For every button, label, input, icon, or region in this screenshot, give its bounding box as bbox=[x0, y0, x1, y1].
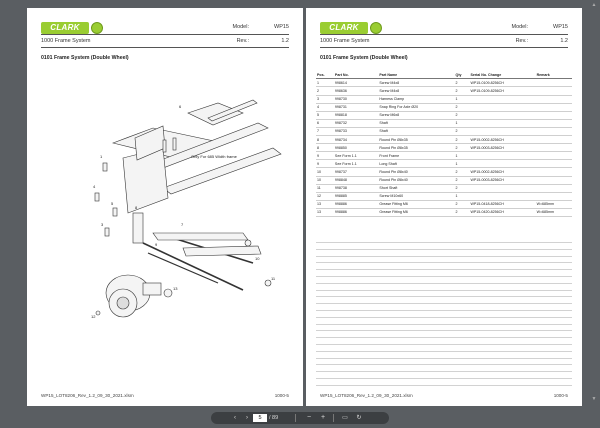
cell-qty: 2 bbox=[455, 200, 470, 208]
empty-row-line bbox=[316, 303, 572, 304]
page-navigator bbox=[211, 412, 389, 424]
svg-text:6: 6 bbox=[179, 104, 182, 109]
cell-pos: 11 bbox=[316, 184, 334, 192]
page-title: 0101 Frame System (Double Wheel) bbox=[320, 55, 408, 61]
cell-qty: 2 bbox=[455, 176, 470, 184]
cell-pos: 8 bbox=[316, 136, 334, 144]
rev-value: 1.2 bbox=[281, 38, 289, 44]
model-value: WP15 bbox=[274, 24, 289, 30]
cell-remark bbox=[536, 176, 572, 184]
clark-badge-icon bbox=[91, 22, 103, 34]
rev-label: Rev.: bbox=[515, 38, 528, 44]
cell-serial: WP15-0003-8256CH bbox=[469, 176, 535, 184]
empty-row-line bbox=[316, 337, 572, 338]
cell-remark bbox=[536, 160, 572, 168]
pdf-page-left bbox=[27, 8, 303, 406]
empty-row-line bbox=[316, 242, 572, 243]
clark-logo: CLARK bbox=[41, 22, 89, 34]
cell-part-name: Screw M4x8 bbox=[378, 79, 454, 87]
table-row bbox=[316, 184, 572, 192]
table-row bbox=[316, 95, 572, 103]
page-total: / 89 bbox=[269, 415, 279, 421]
cell-serial bbox=[469, 119, 535, 127]
col-part-no: Part No. bbox=[334, 72, 378, 79]
empty-row-line bbox=[316, 276, 572, 277]
cell-qty: 2 bbox=[455, 136, 470, 144]
empty-row-line bbox=[316, 378, 572, 379]
model-value: WP15 bbox=[553, 24, 568, 30]
cell-qty: 2 bbox=[455, 127, 470, 135]
table-row bbox=[316, 103, 572, 111]
cell-remark bbox=[536, 103, 572, 111]
viewer-toolbar bbox=[0, 408, 600, 428]
cell-part-name: Round Pin Ø8x40 bbox=[378, 168, 454, 176]
cell-part-no: 998737 bbox=[334, 168, 378, 176]
cell-part-no: 998733 bbox=[334, 127, 378, 135]
cell-part-name: Short Shaft bbox=[378, 184, 454, 192]
rev-value: 1.2 bbox=[560, 38, 568, 44]
table-row bbox=[316, 168, 572, 176]
cell-part-name: Grease Fitting M6 bbox=[378, 208, 454, 216]
empty-row-line bbox=[316, 371, 572, 372]
cell-serial bbox=[469, 192, 535, 200]
page-title: 0101 Frame System (Double Wheel) bbox=[41, 55, 129, 61]
table-row bbox=[316, 136, 572, 144]
cell-remark bbox=[536, 136, 572, 144]
cell-part-name: Screw M6x8 bbox=[378, 111, 454, 119]
svg-text:12: 12 bbox=[91, 314, 96, 319]
cell-pos: 9 bbox=[316, 160, 334, 168]
parts-table-body bbox=[316, 79, 572, 217]
model-label: Model: bbox=[511, 24, 528, 30]
model-label: Model: bbox=[232, 24, 249, 30]
next-page-button[interactable]: › bbox=[246, 415, 248, 421]
empty-row-line bbox=[316, 358, 572, 359]
cell-pos: 12 bbox=[316, 192, 334, 200]
empty-row-line bbox=[316, 310, 572, 311]
svg-text:9: 9 bbox=[155, 242, 158, 247]
footer-page-number: 1000-5 bbox=[553, 393, 568, 398]
cell-qty: 2 bbox=[455, 168, 470, 176]
separator bbox=[295, 414, 296, 422]
cell-pos: 7 bbox=[316, 127, 334, 135]
table-row bbox=[316, 127, 572, 135]
cell-pos: 10 bbox=[316, 168, 334, 176]
table-row bbox=[316, 152, 572, 160]
cell-pos: 8 bbox=[316, 144, 334, 152]
section-title: 1000 Frame System bbox=[41, 38, 91, 44]
cell-part-no: 998818 bbox=[334, 111, 378, 119]
cell-part-name: Round Pin Ø8x40 bbox=[378, 176, 454, 184]
prev-page-button[interactable]: ‹ bbox=[234, 415, 236, 421]
divider bbox=[320, 47, 568, 48]
cell-serial bbox=[469, 184, 535, 192]
footer-document-name: WP15_LOT8206_Rev_1.2_09_30_2021.xlsm bbox=[41, 393, 134, 398]
divider bbox=[41, 47, 289, 48]
rotate-icon[interactable]: ↻ bbox=[356, 415, 362, 421]
separator bbox=[333, 414, 334, 422]
cell-part-no: 998731 bbox=[334, 103, 378, 111]
cell-part-name: Screw M10x60 bbox=[378, 192, 454, 200]
svg-text:13: 13 bbox=[173, 286, 178, 291]
cell-qty: 1 bbox=[455, 192, 470, 200]
col-remark: Remark bbox=[536, 72, 572, 79]
empty-row-line bbox=[316, 330, 572, 331]
col-part-name: Part Name bbox=[378, 72, 454, 79]
svg-text:3: 3 bbox=[101, 222, 104, 227]
clark-badge-icon bbox=[370, 22, 382, 34]
empty-row-line bbox=[316, 317, 572, 318]
table-row bbox=[316, 208, 572, 216]
scroll-down-arrow[interactable]: ▼ bbox=[591, 396, 597, 402]
empty-row-line bbox=[316, 283, 572, 284]
divider bbox=[41, 34, 289, 35]
col-pos: Pos. bbox=[316, 72, 334, 79]
table-row bbox=[316, 79, 572, 87]
cell-serial bbox=[469, 111, 535, 119]
cell-remark bbox=[536, 95, 572, 103]
table-row bbox=[316, 200, 572, 208]
zoom-in-button[interactable]: + bbox=[320, 414, 326, 421]
cell-qty: 2 bbox=[455, 184, 470, 192]
cell-part-name: Round Pin Ø8x35 bbox=[378, 136, 454, 144]
cell-pos: 10 bbox=[316, 176, 334, 184]
cell-serial bbox=[469, 152, 535, 160]
table-row bbox=[316, 111, 572, 119]
cell-serial: WP15-0003-8256CH bbox=[469, 144, 535, 152]
cell-remark bbox=[536, 127, 572, 135]
cell-pos: 5 bbox=[316, 111, 334, 119]
empty-row-line bbox=[316, 351, 572, 352]
svg-text:Only For 685 Width frame: Only For 685 Width frame bbox=[191, 154, 237, 159]
table-header-row bbox=[316, 72, 572, 79]
cell-qty: 1 bbox=[455, 119, 470, 127]
cell-part-no: 998885 bbox=[334, 192, 378, 200]
cell-remark bbox=[536, 111, 572, 119]
fit-page-icon[interactable]: ▭ bbox=[342, 415, 348, 421]
page-header bbox=[41, 22, 289, 52]
cell-qty: 2 bbox=[455, 87, 470, 95]
cell-remark bbox=[536, 152, 572, 160]
cell-pos: 13 bbox=[316, 200, 334, 208]
cell-part-name: Shaft bbox=[378, 127, 454, 135]
cell-part-name: Grease Fitting M6 bbox=[378, 200, 454, 208]
cell-pos: 9 bbox=[316, 152, 334, 160]
cell-pos: 6 bbox=[316, 119, 334, 127]
cell-serial bbox=[469, 160, 535, 168]
table-row bbox=[316, 176, 572, 184]
empty-row-line bbox=[316, 249, 572, 250]
cell-part-no: 998848 bbox=[334, 176, 378, 184]
cell-serial: WP15-0002-8256CH bbox=[469, 136, 535, 144]
cell-qty: 1 bbox=[455, 152, 470, 160]
zoom-out-button[interactable]: − bbox=[306, 414, 312, 421]
scroll-up-arrow[interactable]: ▲ bbox=[591, 2, 597, 8]
cell-part-name: Screw M4x8 bbox=[378, 87, 454, 95]
cell-pos: 1 bbox=[316, 79, 334, 87]
cell-remark bbox=[536, 192, 572, 200]
col-qty: Qty bbox=[455, 72, 470, 79]
cell-remark bbox=[536, 87, 572, 95]
cell-pos: 3 bbox=[316, 95, 334, 103]
cell-pos: 2 bbox=[316, 87, 334, 95]
cell-qty: 1 bbox=[455, 95, 470, 103]
footer-document-name: WP15_LOT8206_Rev_1.2_09_30_2021.xlsm bbox=[320, 393, 413, 398]
cell-serial: WP15-0420-8256CH bbox=[469, 208, 535, 216]
cell-part-no: 998614 bbox=[334, 79, 378, 87]
rev-label: Rev.: bbox=[236, 38, 249, 44]
pdf-page-right bbox=[306, 8, 582, 406]
cell-part-name: Snap Ring For Axle Ø20 bbox=[378, 103, 454, 111]
divider bbox=[320, 34, 568, 35]
cell-remark: W=685mm bbox=[536, 208, 572, 216]
table-row bbox=[316, 119, 572, 127]
cell-part-no: 998850 bbox=[334, 144, 378, 152]
cell-serial: WP15-0418-8256CH bbox=[469, 200, 535, 208]
cell-serial: WP15-0002-8256CH bbox=[469, 168, 535, 176]
svg-text:5: 5 bbox=[111, 201, 114, 206]
empty-row-line bbox=[316, 256, 572, 257]
svg-text:7: 7 bbox=[181, 222, 184, 227]
cell-qty: 1 bbox=[455, 160, 470, 168]
cell-serial bbox=[469, 103, 535, 111]
cell-part-no: 998738 bbox=[334, 184, 378, 192]
cell-part-no: 998734 bbox=[334, 136, 378, 144]
cell-qty: 2 bbox=[455, 111, 470, 119]
cell-qty: 2 bbox=[455, 79, 470, 87]
footer-page-number: 1000-5 bbox=[274, 393, 289, 398]
cell-remark bbox=[536, 79, 572, 87]
cell-qty: 2 bbox=[455, 103, 470, 111]
clark-logo: CLARK bbox=[320, 22, 368, 34]
empty-row-line bbox=[316, 385, 572, 386]
section-title: 1000 Frame System bbox=[320, 38, 370, 44]
empty-row-line bbox=[316, 324, 572, 325]
cell-remark bbox=[536, 168, 572, 176]
cell-part-name: Round Pin Ø8x35 bbox=[378, 144, 454, 152]
cell-serial bbox=[469, 95, 535, 103]
parts-table bbox=[316, 72, 572, 217]
cell-serial: WP15-0109-8256CH bbox=[469, 87, 535, 95]
empty-row-line bbox=[316, 344, 572, 345]
table-row bbox=[316, 87, 572, 95]
page-number-input[interactable]: 5 bbox=[253, 414, 267, 422]
cell-part-no: 998636 bbox=[334, 87, 378, 95]
svg-text:1: 1 bbox=[100, 154, 103, 159]
cell-part-name: Long Shaft bbox=[378, 160, 454, 168]
cell-pos: 4 bbox=[316, 103, 334, 111]
cell-part-no: See Form 1.1 bbox=[334, 160, 378, 168]
cell-remark bbox=[536, 144, 572, 152]
exploded-parts-diagram bbox=[43, 68, 293, 338]
empty-row-line bbox=[316, 290, 572, 291]
empty-row-line bbox=[316, 262, 572, 263]
col-serial: Serial No. Change bbox=[469, 72, 535, 79]
cell-part-no: See Form 1.1 bbox=[334, 152, 378, 160]
empty-row-line bbox=[316, 269, 572, 270]
svg-text:11: 11 bbox=[271, 276, 276, 281]
table-row bbox=[316, 160, 572, 168]
cell-part-name: Shaft bbox=[378, 119, 454, 127]
cell-part-no: 998732 bbox=[334, 119, 378, 127]
table-row bbox=[316, 192, 572, 200]
cell-part-name: Front Frame bbox=[378, 152, 454, 160]
cell-remark bbox=[536, 119, 572, 127]
cell-serial: WP15-0109-8256CH bbox=[469, 79, 535, 87]
cell-part-no: 998886 bbox=[334, 208, 378, 216]
cell-part-no: 998886 bbox=[334, 200, 378, 208]
svg-text:4: 4 bbox=[93, 184, 96, 189]
empty-row-line bbox=[316, 364, 572, 365]
svg-text:10: 10 bbox=[255, 256, 260, 261]
cell-qty: 2 bbox=[455, 144, 470, 152]
empty-row-line bbox=[316, 296, 572, 297]
svg-text:8: 8 bbox=[135, 205, 138, 210]
table-row bbox=[316, 144, 572, 152]
cell-pos: 13 bbox=[316, 208, 334, 216]
cell-qty: 2 bbox=[455, 208, 470, 216]
page-header bbox=[320, 22, 568, 52]
cell-remark: W=685mm bbox=[536, 200, 572, 208]
cell-serial bbox=[469, 127, 535, 135]
cell-remark bbox=[536, 184, 572, 192]
cell-part-no: 998730 bbox=[334, 95, 378, 103]
cell-part-name: Harness Clamp bbox=[378, 95, 454, 103]
